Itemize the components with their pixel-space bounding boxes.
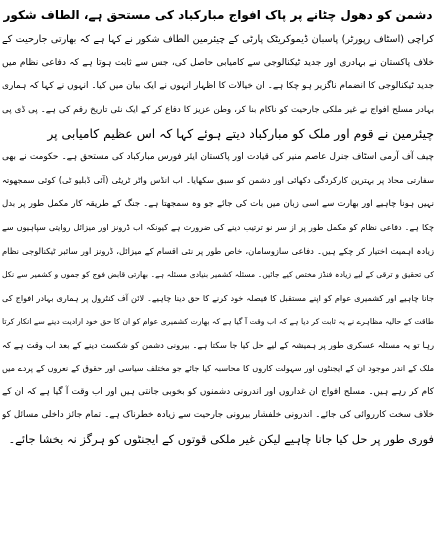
article-line: کام کر رہے ہیں۔ مسلح افواج ان غداروں اور اندرونی دشمنوں کو بخوبی جانتی ہیں اور اب وقت آ گیا ہے کہ ان کے (2, 386, 434, 397)
article-line: بہادر مسلح افواج نے غیر ملکی جارحیت کو ناکام بنا کر، وطن عزیز کا دفاع کر کے ایک نئی تاریخ رقم کی ہے۔ پی ڈی پی (2, 104, 434, 115)
article-headline: دشمن کو دھول چٹانے پر پاک افواج مبارکباد کی مستحق ہے، الطاف شکور (3, 8, 433, 22)
article-line: زیادہ اہمیت اختیار کر چکے ہیں۔ دفاعی سازوسامان، خاص طور پر نئی اقسام کے میزائل، ڈرونز اور سائبر ٹیکنالوجی نظام (2, 245, 434, 256)
article-line: خلاف سخت کارروائی کی جائے۔ اندرونی خلفشار بیرونی جارحیت سے زیادہ خطرناک ہے۔ تمام جائز داخلی مسائل کو (2, 410, 434, 420)
article-line: طاقت کے حالیہ مظاہرے نے یہ ثابت کر دیا ہے کہ اب وقت آ گیا ہے کہ بھارت کشمیری عوام کو ان کا حق خود ارادیت دینے سے انکار کرتا (2, 317, 434, 326)
article-line: چکا ہے۔ دفاعی نظام کو مکمل طور پر از سر نو ترتیب دینے کی ضرورت ہے کیونکہ اب ڈرونز اور میزائل روایتی سپاہیوں سے (2, 222, 434, 232)
article-line: رہا تو یہ مسئلہ عسکری طور پر ہمیشہ کے لیے حل کیا جا سکتا ہے۔ بیرونی دشمن کو شکست دینے کے بعد اب وقت ہے کہ (2, 339, 434, 350)
article-line: چیف آف آرمی اسٹاف جنرل عاصم منیر کی قیادت اور پاکستان ایئر فورس مبارکباد کی مستحق ہے۔ حکومت نے بھی (2, 151, 434, 162)
article-line: خلاف پاکستان نے بہادری اور جدید ٹیکنالوجی سے کامیابی حاصل کی، جس سے ثابت ہوتا ہے کہ دفاعی نظام میں (2, 57, 434, 68)
article-line: فوری طور پر حل کیا جانا چاہیے لیکن غیر ملکی قوتوں کے ایجنٹوں کو ہرگز نہ بخشا جائے۔ (8, 431, 434, 446)
article-line: کی تحقیق و ترقی کے لیے زیادہ فنڈز مختص کیے جائیں۔ مسئلہ کشمیر بنیادی مسئلہ ہے۔ بھارتی قابض فوج کو جموں و کشمیر سے نکل (2, 270, 434, 279)
article-line: جانا چاہیے اور کشمیری عوام کو اپنے مستقبل کا فیصلہ خود کرنے کا حق دینا چاہیے۔ لائن آف کنٹرول پر ہماری بہادر افواج کی (2, 292, 434, 303)
article-line: جدید ٹیکنالوجی کا انضمام ناگزیر ہو چکا ہے۔ ان خیالات کا اظہار انہوں نے ایک بیان میں کیا۔ انہوں نے کہا کہ ہماری (2, 81, 434, 91)
article-body (2, 28, 434, 451)
article-line: کراچی (اسٹاف رپورٹر) پاسبان ڈیموکریٹک پارٹی کے چیئرمین الطاف شکور نے کہا ہے کہ بھارتی جارحیت کے (2, 34, 434, 45)
article-line: نہیں ہونا چاہیے اور بھارت سے اسی زبان میں بات کی جائے جو وہ سمجھتا ہے۔ جنگ کے طریقہ کار مکمل طور پر بدل (2, 198, 434, 209)
article-line: سفارتی محاذ پر بہترین کارکردگی دکھائی اور دشمن کو سبق سکھایا۔ اب انڈس واٹر ٹریٹی (آئی ڈبلیو ٹی) کوئی سمجھوتہ (2, 175, 434, 185)
article-line: ملک کے اندر موجود ان کے ایجنٹوں اور سہولت کاروں کا محاسبہ کیا جائے جو مختلف سیاسی اور حقوق کے نعروں کے پردے میں (2, 363, 434, 373)
article-line: چیئرمین نے قوم اور ملک کو مبارکباد دیتے ہوئے کہا کہ اس عظیم کامیابی پر (47, 126, 434, 141)
news-article (2, 0, 434, 547)
